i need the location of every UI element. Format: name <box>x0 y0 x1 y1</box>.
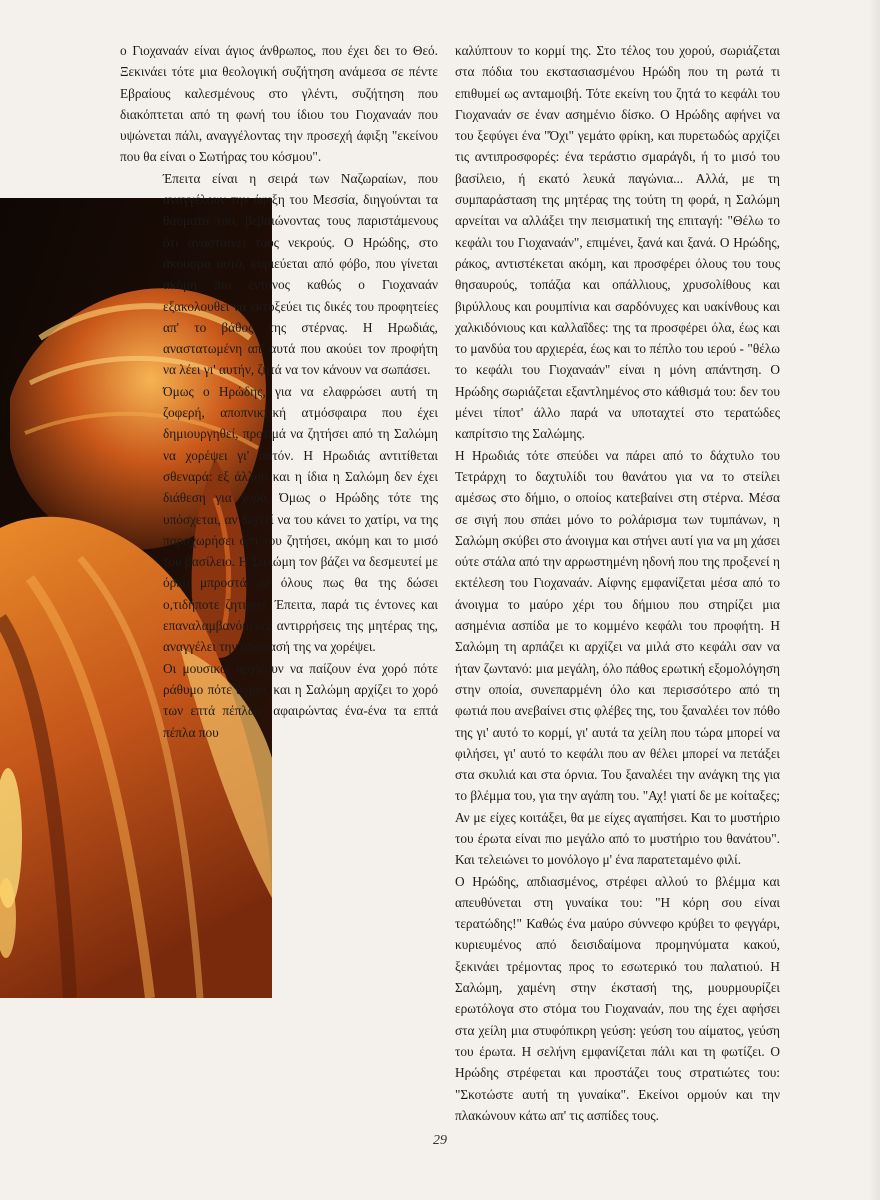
left-paragraph-1: ο Γιοχαναάν είναι άγιος άνθρωπος, που έχει δει το Θεό. Ξεκινάει τότε μια θεολογική συζήτηση ανάμεσα σε πέντε Εβραίους καλεσμένους στο γλέντι, συζήτηση που διακόπτεται από τη φωνή του ίδιου του Γιοχαναάν που υψώνεται πάλι, αναγγέλοντας την προσεχή άφιξη "εκείνου που θα είναι ο Σωτήρας του κόσμου". <box>120 43 438 165</box>
left-text-column <box>120 40 438 968</box>
left-paragraph-3: Όμως ο Ηρώδης, για να ελαφρώσει αυτή τη ζοφερή, αποπνικτική ατμόσφαιρα που έχει δημιουργηθεί, προτιμά να ζητήσει από τη Σαλώμη να χορέψει γι' αυτόν. Η Ηρωδιάς αντιτίθεται σθεναρά: εξ άλλου και η ίδια η Σαλώμη δεν έχει διάθεση για χορό. Όμως ο Ηρώδης τότε της υπόσχεται, αν δεχτεί να του κάνει το χατίρι, να της παραχωρήσει ό,τι του ζητήσει, ακόμη και το μισό του βασίλειο. Η Σαλώμη τον βάζει να δεσμευτεί με όρκο μπροστά σε όλους πως θα της δώσει ο,τιδήποτε ζητήσει. Έπειτα, παρά τις έντονες και επαναλαμβανόμενες αντιρρήσεις της μητέρας της, αναγγέλει την απόφασή της να χορέψει. <box>163 383 438 655</box>
left-paragraph-4: Οι μουσικοί αρχίζουν να παίζουν ένα χορό πότε ράθυμο πότε άγριο, και η Σαλώμη αρχίζει το χορό των επτά πέπλων, αφαιρώντας ένα-ένα τα επτά πέπλα που <box>163 660 438 740</box>
page-edge-shadow <box>868 0 880 1200</box>
right-text-column <box>455 40 780 1126</box>
wrapped-text-block <box>120 168 438 658</box>
image-float-spacer <box>0 168 155 968</box>
right-paragraph-2: Η Ηρωδιάς τότε σπεύδει να πάρει από το δάχτυλο του Τετράρχη το δαχτυλίδι του θανάτου για να το στείλει αμέσως στο δήμιο, ο οποίος κατεβαίνει στη στέρνα. Μέσα σε σιγή που σπάει μόνο το ρολάρισμα των τυμπάνων, η Σαλώμη σκύβει στο άνοιγμα και στήνει αυτί για να μη χάσει ούτε στάλα από την αρρωστημένη ηδονή που της προξενεί η εκτέλεση του Γιοχαναάν. Αίφνης εμφανίζεται μέσα από το άνοιγμα το μαύρο χέρι του δήμιου που στηρίζει μια ασημένια ασπίδα με το κομμένο κεφάλι του προφήτη. Η Σαλώμη τη αρπάζει κι αρχίζει να μιλά στο κεφάλι σαν να ήταν ζωντανό: μια μεγάλη, όλο πάθος ερωτική εξομολόγηση στην οποία, συνεπαρμένη όλο και περισσότερο από τη φωτιά που ανεβαίνει στις φλέβες της, του ξαναλέει τον πόθο της γι' αυτό το κορμί, γι' αυτά τα χείλη που τώρα μπορεί να φιλήσει, γι' αυτό το κεφάλι που αν θέλει μπορεί να πετάξει στα σκυλιά και στα όρνια. Του ξαναλέει την ανάγκη της για το βλέμμα του, για την αγάπη του. "Αχ! γιατί δε με κοίταξες; Αν με είχες κοιτάξει, θα με είχες αγαπήσει. Και το μυστήριο του έρωτα είναι πιο μεγάλο από το μυστήριο του θανάτου". Και τελειώνει το μονόλογο μ' ένα παρατεταμένο φιλί. <box>455 447 780 868</box>
page-number: 29 <box>433 1133 447 1148</box>
left-paragraph-2: Έπειτα είναι η σειρά των Ναζωραίων, που αναγγέλουν την άφιξη του Μεσσία, διηγούνται τα θαύματά του, βεβαιώνοντας τους παριστάμενους ότι ανασταίνει τους νεκρούς. Ο Ηρώδης, στο άκουσμα αυτό, κυριεύεται από φόβο, που γίνεται ακόμη πιο έντονος καθώς ο Γιοχαναάν εξακολουθεί να εκτοξεύει τις δικές του προφητείες απ' το βάθος της στέρνας. Η Ηρωδιάς, αναστατωμένη απ' αυτά που ακούει τον προφήτη να λέει γι' αυτήν, ζητά να τον κάνουν να σωπάσει. <box>163 170 438 378</box>
right-paragraph-3: Ο Ηρώδης, απδιασμένος, στρέφει αλλού το βλέμμα και απευθύνεται στη γυναίκα του: "Η κόρη σου είναι τερατώδης!" Καθώς ένα μαύρο σύννεφο κρύβει το φεγγάρι, κυριευμένος από δεισιδαίμονα προμηνύματα κακού, ξεκινάει τρέμοντας προς το εσωτερικό του παλατιού. Η Σαλώμη, χαμένη στην έκστασή της, μουρμουρίζει ερωτόλογα στο στόμα του Γιοχαναάν, που της έχει αφήσει στα χείλη μια στυφόπικρη γεύση: γεύση του αίματος, γεύση του έρωτα. Η σελήνη εμφανίζεται πάλι και τη φωτίζει. Ο Ηρώδης στρέφεται και προστάζει τους στρατιώτες του: "Σκοτώστε αυτή τη γυναίκα". Εκείνοι ορμούν και την πλακώνουν κάτω απ' τις ασπίδες τους. <box>455 873 780 1123</box>
right-paragraph-1: καλύπτουν το κορμί της. Στο τέλος του χορού, σωριάζεται στα πόδια του εκστασιασμένου Ηρώδη που τη ρωτά τι επιθυμεί ως ανταμοιβή. Τότε εκείνη του ζητά το κεφάλι του Γιοχαναάν σε έναν ασημένιο δίσκο. Ο Ηρώδης αφήνει να του ξεφύγει ένα "Όχι" γεμάτο φρίκη, και πυρετωδώς αρχίζει τις αντιπροσφορές: ένα τεράστιο σμαράγδι, ή το μισό του βασίλειο, ή εκατό λευκά παγώνια... Αλλά, με τη συμπαράσταση της μητέρας της τούτη τη φορά, η Σαλώμη αρνείται να αλλάξει την πεισματική της επιταγή: "Θέλω το κεφάλι του Γιοχαναάν", επιμένει, ξανά και ξανά. Ο Ηρώδης, ράκος, αντιστέκεται ακόμη, και προσφέρει όλους του τους θησαυρούς, τοπάζια και οπάλλιους, χρυσολίθους και βιρύλλους και ρουμπίνια και σαρδόνυχες και υακίνθους και χαλκιδόνιους και καλλαΐδες: της τα προσφέρει όλα, έως και το μανδύα του αρχιερέα, έως και το πέπλο του ιερού - "θέλω το κεφάλι του Γιοχαναάν" είναι η μόνη απάντηση. Ο Ηρώδης σωριάζεται εξαντλημένος στο κάθισμά του: δεν του μένει τίποτ' άλλο παρά να υποταχτεί στο τερατώδες καπρίτσιο της Σαλώμης. <box>455 43 780 442</box>
